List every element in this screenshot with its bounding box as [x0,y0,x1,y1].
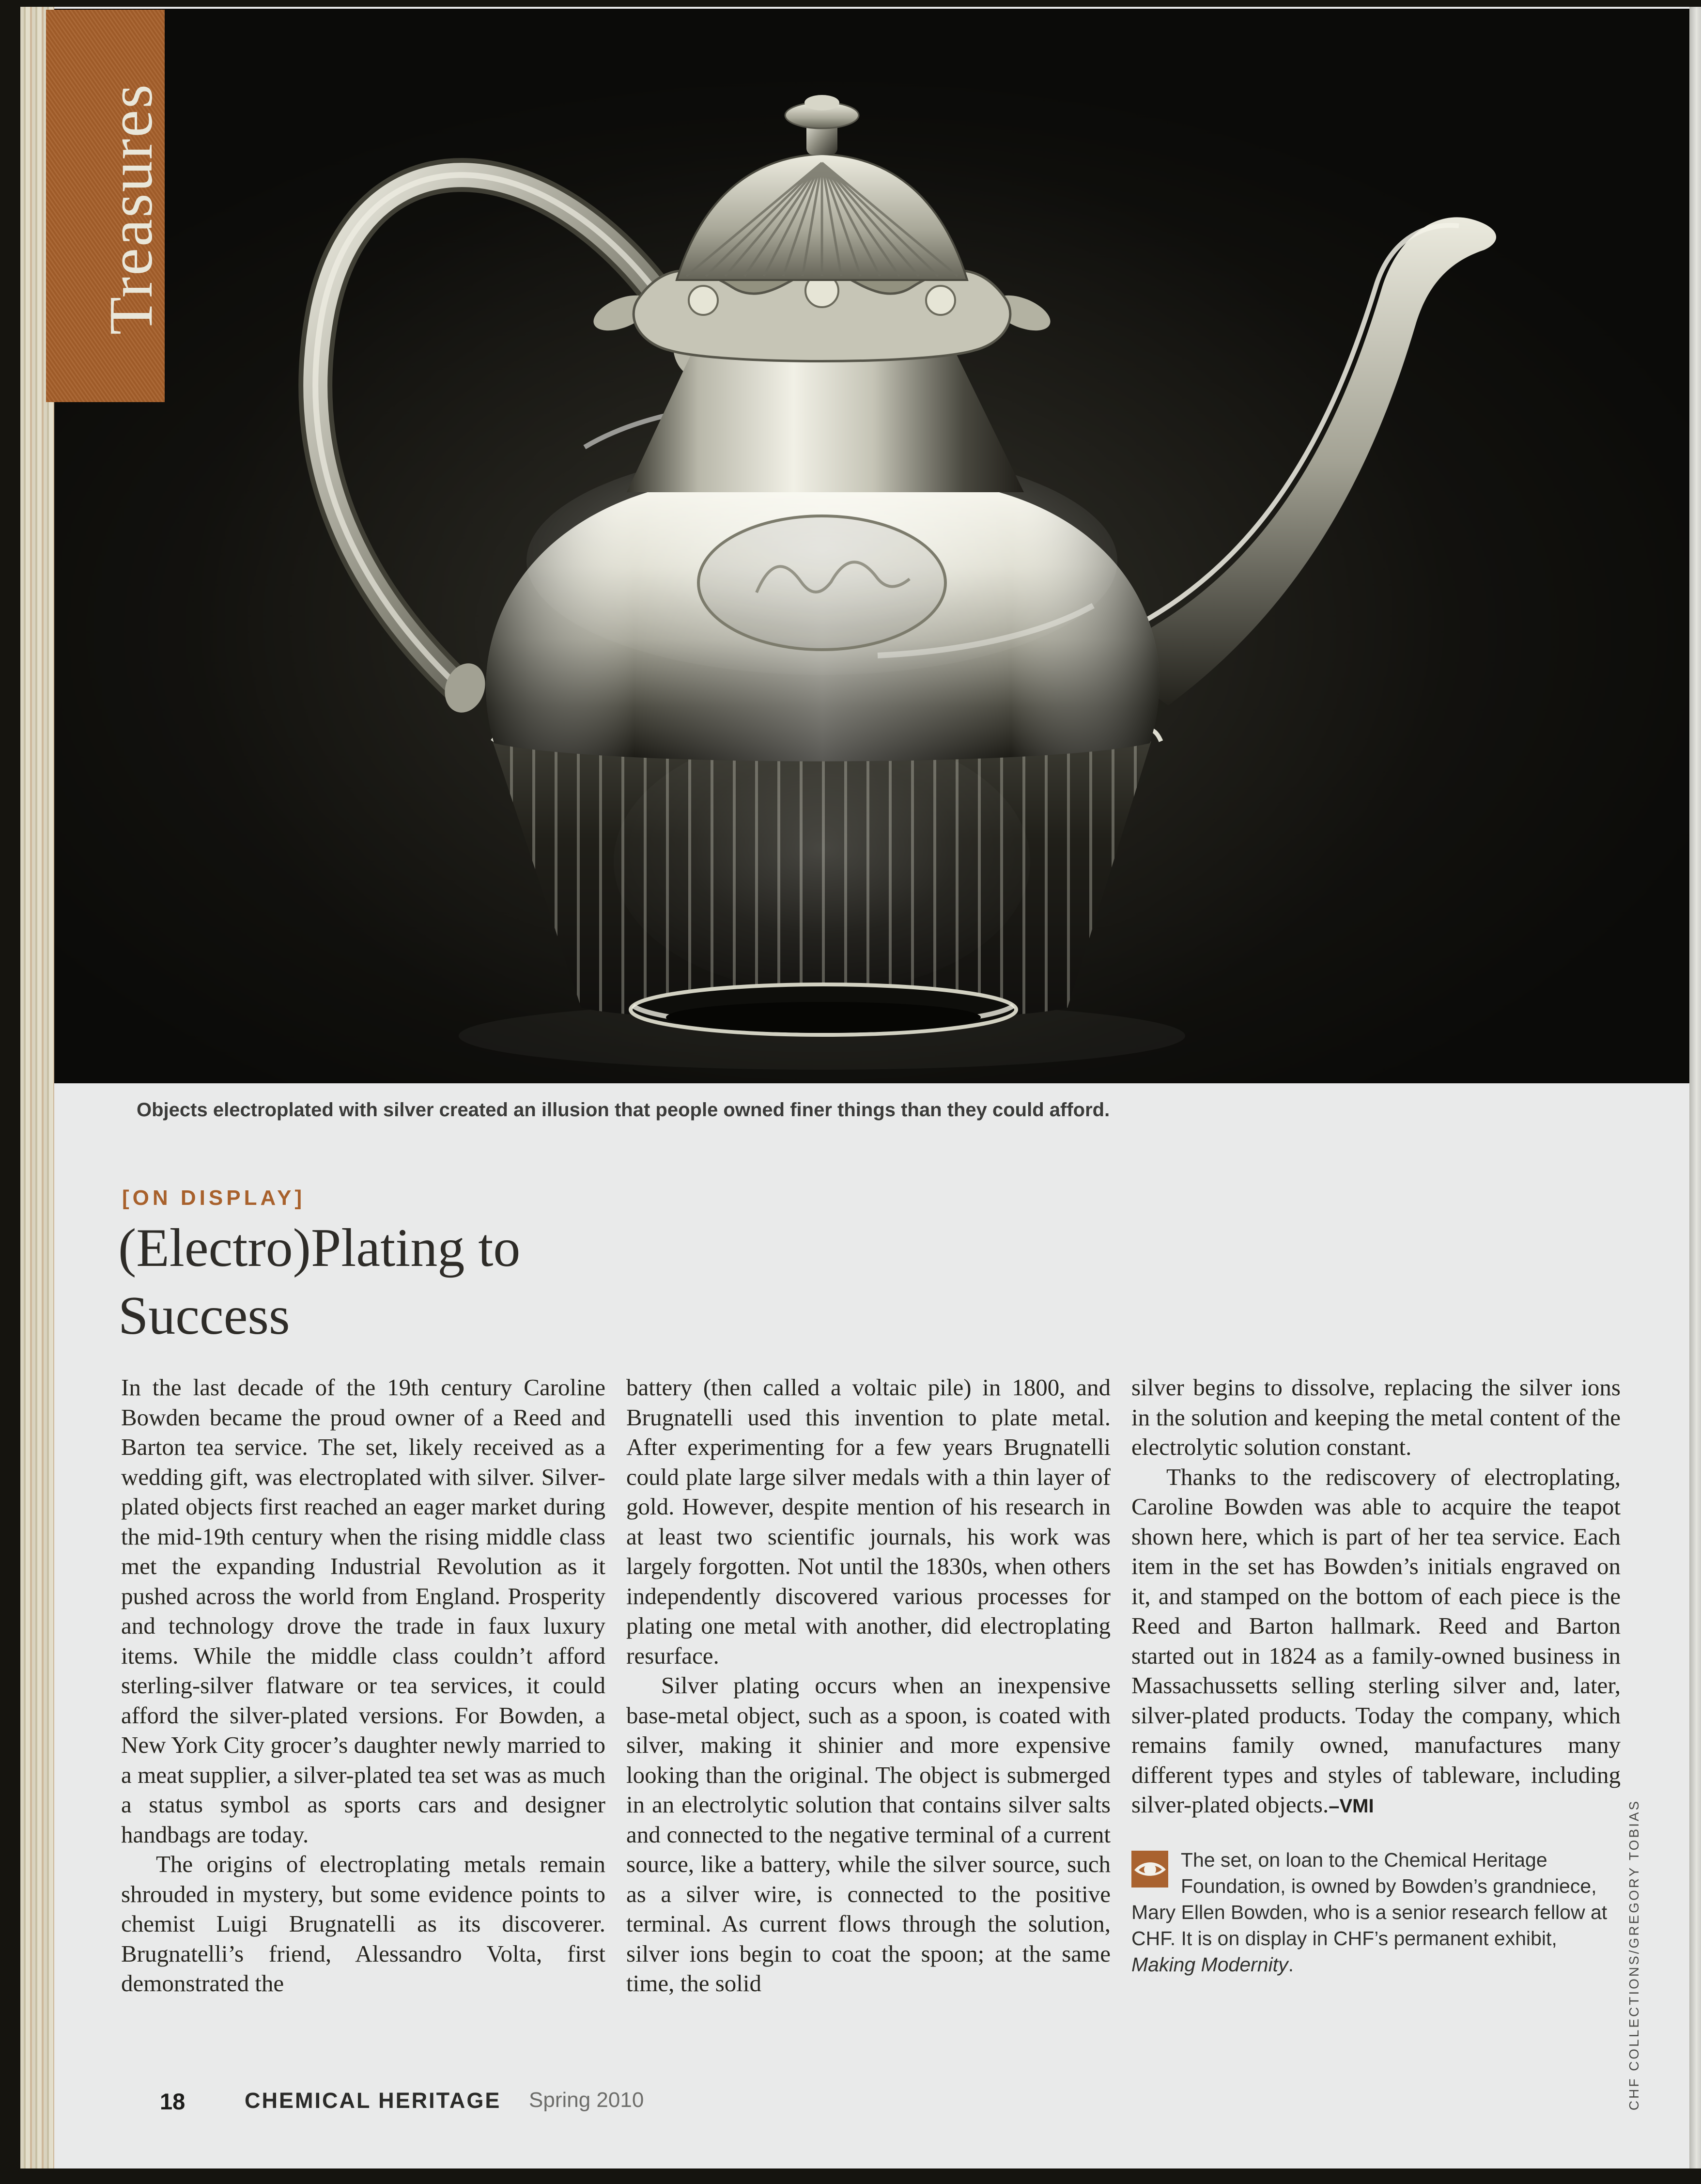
paragraph: silver begins to dissolve, replacing the silver ions in the solution and keeping the metal content of the electrolytic solution constant. [1131,1374,1621,1460]
page-footer [20,2088,1701,2117]
article-column-3 [1131,1373,1621,1978]
page-right-edge [1689,7,1701,2168]
paragraph: battery (then called a voltaic pile) in 1800, and Brugnatelli used this invention to plate metal. After experimenting for a few years Brugnatelli could plate large silver medals with a thin layer of gold. However, despite mention of his research in at least two scientific journals, his work was largely forgotten. Not until the 1830s, when others independently discovered various processes for plating one metal with another, did electroplating resurface. [626,1374,1111,1669]
article-column-1 [121,1373,605,1998]
page [20,7,1701,2168]
photo-caption: Objects electroplated with silver created an illusion that people owned finer things than they could afford. [137,1099,1110,1121]
teapot-photo [54,9,1689,1083]
paragraph: The origins of electroplating metals remain shrouded in mystery, but some evidence points to chemist Luigi Brugnatelli as its discoverer. Brugnatelli’s friend, Alessandro Volta, first demonstrated the [121,1851,605,1997]
article-title-line2: Success [118,1286,290,1346]
paragraph-text: Thanks to the rediscovery of electroplating, Caroline Bowden was able to acquire the teapot shown here, which is part of her tea service. Each item in the set has Bowden’s initials engraved on it, and stamped on the bottom of each piece is the Reed and Barton hallmark. Reed and Barton started out in 1824 as a family-owned business in Massachussetts selling sterling silver and, later, silver-plated products. Today the company, which remains family owned, manufactures many different types and styles of tableware, including silver-plated objects. [1131,1463,1621,1818]
note-suffix: . [1288,1953,1294,1976]
silver-teapot-illustration [54,9,1689,1083]
article-title [118,1214,520,1350]
on-loan-eye-icon [1131,1851,1168,1888]
paragraph [1131,1462,1621,1822]
monogram-cartouche [698,516,945,650]
note-text: The set, on loan to the Chemical Heritage Foundation, is owned by Bowden’s grandniece, Mary Ellen Bowden, who is a senior research fellow at CHF. It is on display in CHF’s permanent exhibit, [1131,1848,1608,1950]
page-number: 18 [160,2089,186,2114]
section-tab-treasures [46,10,165,402]
section-tab-label: Treasures [96,83,165,335]
article-title-line1: (Electro)Plating to [118,1218,521,1278]
author-initials: –VMI [1329,1795,1374,1817]
photo-credit: CHF COLLECTIONS/GREGORY TOBIAS [1626,1799,1641,2111]
kicker-on-display: [ON DISPLAY] [122,1186,306,1210]
paragraph: Silver plating occurs when an inexpensive base-metal object, such as a spoon, is coated with silver, making it shinier and more expensive looking than the original. The object is submerged in an electrolytic solution that contains silver salts and connected to the negative terminal of a current source, like a battery, while the silver source, such as a silver wire, is connected to the positive terminal. As current flows through the solution, silver ions begin to coat the spoon; at the same time, the solid [626,1672,1111,1997]
paragraph: In the last decade of the 19th century Caroline Bowden became the proud owner of a Reed and Barton tea service. The set, likely received as a wedding gift, was electroplated with silver. Silver-plated objects first reached an eager market during the mid-19th century when the rising middle class met the expanding Industrial Revolution as it pushed across the world from England. Prosperity and technology drove the trade in faux luxury items. While the middle class couldn’t afford sterling-silver flatware or tea services, it could afford the silver-plated versions. For Bowden, a New York City grocer’s daughter newly married to a meat supplier, a silver-plated tea set was as much a status symbol as sports cars and designer handbags are today. [121,1374,605,1848]
magazine-name: CHEMICAL HERITAGE [245,2088,501,2113]
issue-date: Spring 2010 [529,2088,644,2112]
article-column-2 [626,1373,1111,1998]
on-loan-note [1131,1847,1621,1978]
exhibit-name: Making Modernity [1131,1953,1288,1976]
